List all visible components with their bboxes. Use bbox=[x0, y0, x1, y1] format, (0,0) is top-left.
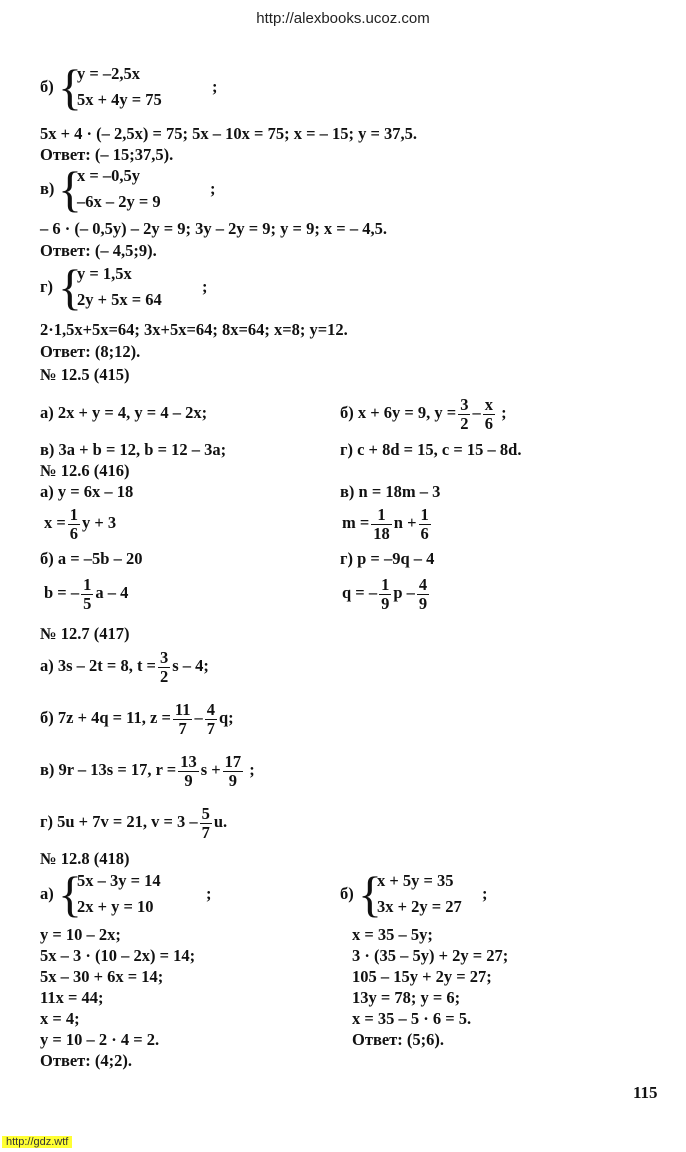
problem-part-g: г) c + 8d = 15, c = 15 – 8d. bbox=[340, 440, 522, 459]
fraction: $\frac{1}{5}$ bbox=[83, 574, 92, 613]
equation: y = –2,5x bbox=[77, 64, 141, 83]
brace-icon: { bbox=[58, 259, 82, 315]
semicolon: ; bbox=[212, 77, 218, 96]
system-2 bbox=[40, 161, 240, 217]
equation: –6x – 2y = 9 bbox=[77, 192, 161, 211]
system-label: б) bbox=[340, 884, 354, 903]
semicolon: ; bbox=[206, 884, 212, 903]
brace-icon: { bbox=[58, 866, 82, 922]
fraction: $\frac{1}{9}$ bbox=[381, 574, 390, 613]
solution-line: 3 · (35 – 5y) + 2y = 27; bbox=[352, 946, 509, 965]
fraction: $\frac{3}{2}$ bbox=[460, 394, 469, 433]
equation: 5x – 3y = 14 bbox=[77, 871, 161, 890]
solution-line: x = 4; bbox=[40, 1009, 80, 1028]
semicolon: ; bbox=[202, 277, 208, 296]
problem-part-v: в) n = 18m – 3 bbox=[340, 482, 441, 501]
page-number: 115 bbox=[633, 1083, 658, 1102]
fraction: $\frac{1}{18}$ bbox=[373, 504, 390, 543]
fraction: $\frac{13}{9}$ bbox=[180, 751, 197, 790]
problem-part-v-result: m = $\frac{1}{18}$ n + $\frac{1}{6}$ bbox=[342, 504, 429, 543]
solution-line: y = 10 – 2x; bbox=[40, 925, 121, 944]
problem-part-a-result: x = $\frac{1}{6}$ y + 3 bbox=[44, 504, 117, 543]
system-b bbox=[340, 866, 560, 922]
equation: 2y + 5x = 64 bbox=[77, 290, 162, 309]
fraction: $\frac{4}{7}$ bbox=[206, 699, 215, 738]
problem-part-b-result: b = – $\frac{1}{5}$ a – 4 bbox=[44, 574, 129, 613]
equation: x + 5y = 35 bbox=[377, 871, 454, 890]
problem-title: № 12.6 (416) bbox=[40, 461, 130, 480]
system-label: в) bbox=[40, 179, 55, 198]
solution-line: 105 – 15y + 2y = 27; bbox=[352, 967, 492, 986]
answer-line: Ответ: (4;2). bbox=[40, 1051, 133, 1070]
fraction: $\frac{3}{2}$ bbox=[159, 647, 169, 686]
semicolon: ; bbox=[210, 179, 216, 198]
header-url: http://alexbooks.ucoz.com bbox=[256, 10, 430, 27]
solution-line: 13y = 78; y = 6; bbox=[352, 988, 461, 1007]
fraction: $\frac{1}{6}$ bbox=[420, 504, 429, 543]
problem-part-v: в) 9r – 13s = 17, r = $\frac{13}{9}$ s + $\frac{17}{9}$ ; bbox=[40, 751, 255, 790]
system-1 bbox=[40, 59, 240, 115]
semicolon: ; bbox=[482, 884, 488, 903]
equation: y = 1,5x bbox=[77, 264, 132, 283]
problem-part-b: б) a = –5b – 20 bbox=[40, 549, 143, 568]
fraction: $\frac{17}{9}$ bbox=[224, 751, 242, 790]
solution-line: – 6 · (– 0,5y) – 2y = 9; 3y – 2y = 9; y = 9; x = – 4,5. bbox=[40, 219, 387, 238]
problem-title: № 12.8 (418) bbox=[40, 849, 130, 868]
solution-line: 5x – 3 · (10 – 2x) = 14; bbox=[40, 946, 196, 965]
fraction: $\frac{1}{6}$ bbox=[69, 504, 79, 543]
fraction: $\frac{5}{7}$ bbox=[201, 803, 210, 842]
brace-icon: { bbox=[58, 59, 82, 115]
solution-line: y = 10 – 2 · 4 = 2. bbox=[40, 1030, 160, 1049]
system-label: а) bbox=[40, 884, 54, 903]
problem-part-a: а) 2x + y = 4, y = 4 – 2x; bbox=[40, 403, 208, 422]
solution-line: 5x + 4 · (– 2,5x) = 75; 5x – 10x = 75; x = – 15; y = 37,5. bbox=[40, 124, 417, 143]
fraction: $\frac{4}{9}$ bbox=[418, 574, 428, 613]
equation: x = –0,5y bbox=[77, 166, 141, 185]
system-label: б) bbox=[40, 77, 54, 96]
solution-line: 2·1,5x+5x=64; 3x+5x=64; 8x=64; x=8; y=12. bbox=[40, 320, 348, 339]
problem-part-a: а) 3s – 2t = 8, t = $\frac{3}{2}$ s – 4; bbox=[40, 647, 209, 686]
brace-icon: { bbox=[58, 161, 82, 217]
fraction: $\frac{x}{6}$ bbox=[484, 394, 493, 433]
system-3 bbox=[40, 259, 240, 315]
solution-line: 5x – 30 + 6x = 14; bbox=[40, 967, 164, 986]
system-label: г) bbox=[40, 277, 53, 296]
equation: 5x + 4y = 75 bbox=[77, 90, 162, 109]
answer-line: Ответ: (– 4,5;9). bbox=[40, 241, 157, 260]
brace-icon: { bbox=[358, 866, 382, 922]
expression: б) x + 6y = 9, y = bbox=[340, 403, 457, 422]
equation: 3x + 2y = 27 bbox=[377, 897, 462, 916]
problem-part-v: в) 3a + b = 12, b = 12 – 3a; bbox=[40, 440, 227, 459]
answer-line: Ответ: (– 15;37,5). bbox=[40, 145, 174, 164]
problem-part-b: б) x + 6y = 9, y = $\frac{3}{2}$ – $\frac{x}{6}$ ; bbox=[340, 394, 507, 433]
system-a bbox=[40, 866, 260, 922]
problem-title: № 12.7 (417) bbox=[40, 624, 130, 643]
answer-line: Ответ: (5;6). bbox=[352, 1030, 445, 1049]
solution-line: x = 35 – 5 · 6 = 5. bbox=[352, 1009, 472, 1028]
fraction: $\frac{11}{7}$ bbox=[174, 699, 191, 738]
solution-line: x = 35 – 5y; bbox=[352, 925, 433, 944]
footer-site-link[interactable]: http://gdz.wtf bbox=[2, 1136, 72, 1148]
equation: 2x + y = 10 bbox=[77, 897, 154, 916]
problem-part-b: б) 7z + 4q = 11, z = $\frac{11}{7}$ – $\frac{4}{7}$ q; bbox=[40, 699, 234, 738]
solution-line: 11x = 44; bbox=[40, 988, 104, 1007]
problem-title: № 12.5 (415) bbox=[40, 365, 130, 384]
answer-line: Ответ: (8;12). bbox=[40, 342, 141, 361]
problem-part-g-result: q = – $\frac{1}{9}$ p – $\frac{4}{9}$ bbox=[342, 574, 428, 613]
problem-part-a: а) y = 6x – 18 bbox=[40, 482, 134, 501]
problem-part-g: г) p = –9q – 4 bbox=[340, 549, 435, 568]
problem-part-g: г) 5u + 7v = 21, v = 3 – $\frac{5}{7}$ u. bbox=[40, 803, 228, 842]
